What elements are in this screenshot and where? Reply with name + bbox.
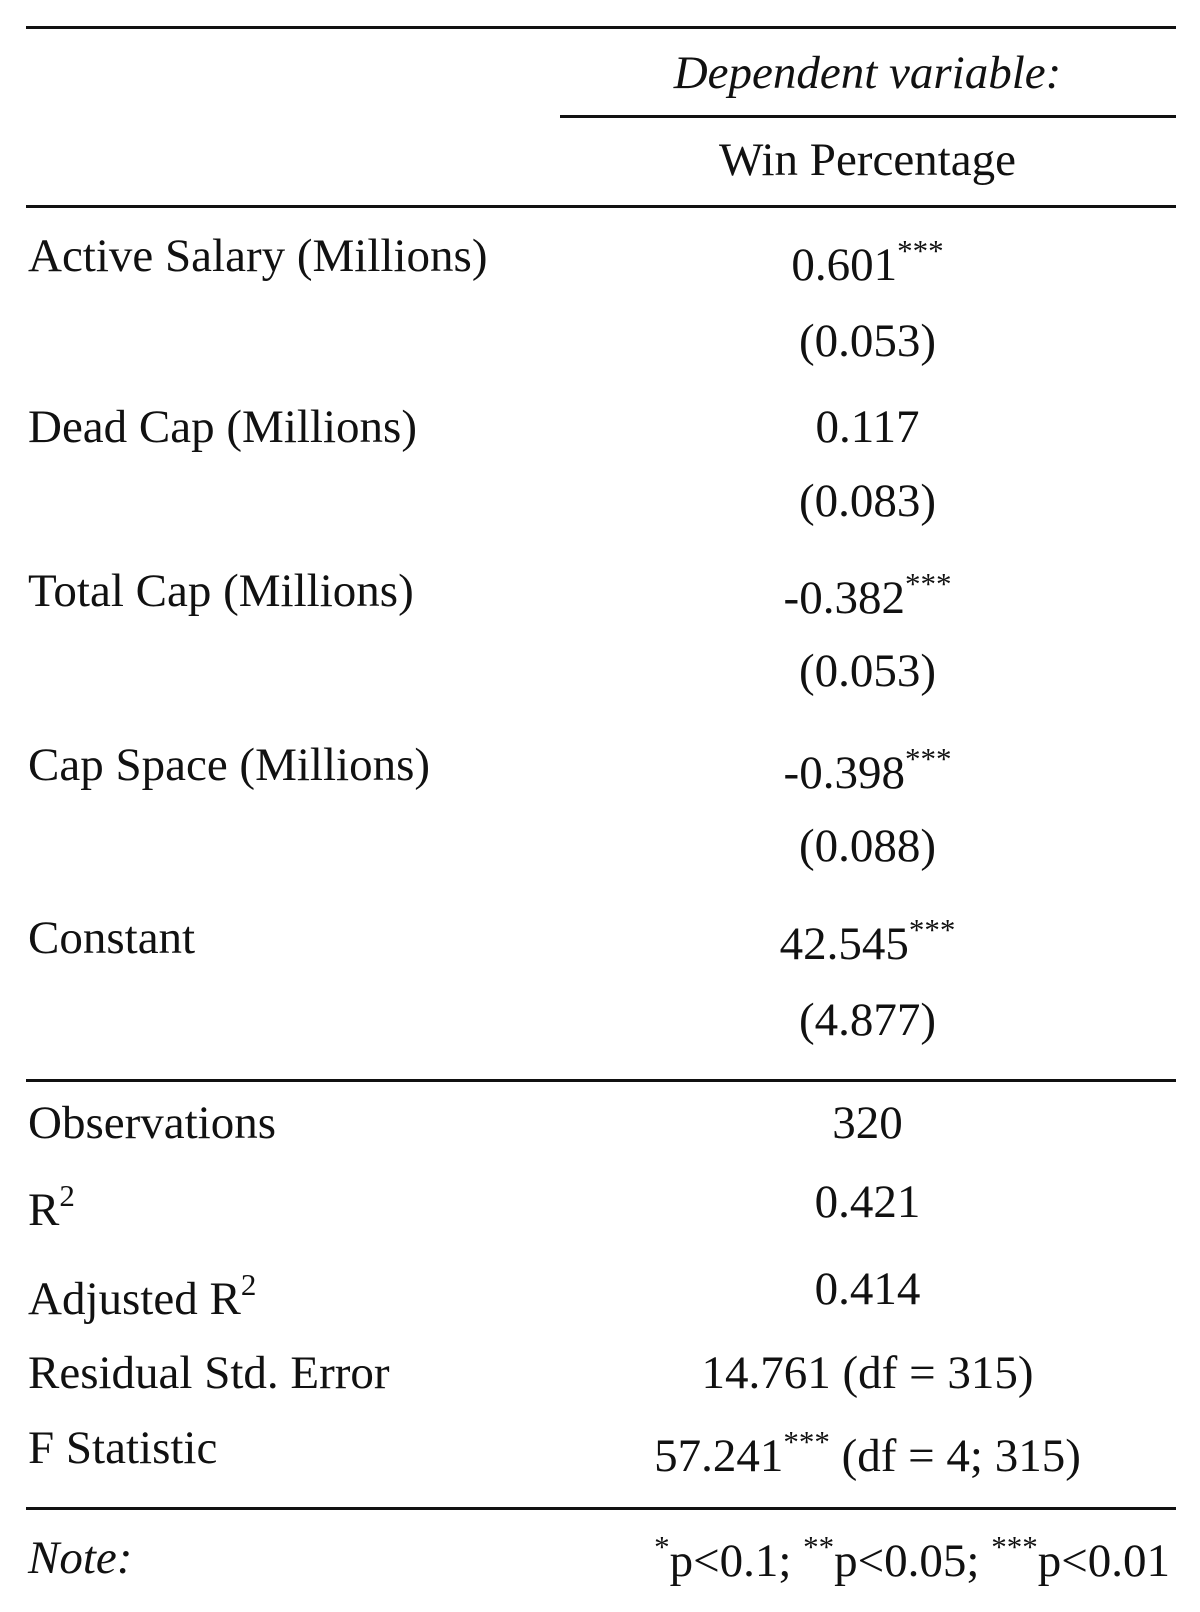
coef-estimate	[560, 233, 1175, 291]
note-star-2: **	[803, 1529, 835, 1565]
observations-label: Observations	[28, 1097, 277, 1149]
rse-value: 14.761 (df = 315)	[701, 1347, 1034, 1399]
f-stat-label: F Statistic	[28, 1422, 218, 1474]
coef-estimate	[560, 741, 1175, 799]
coef-value: -0.398	[783, 747, 905, 799]
note-text-1: p<0.1;	[669, 1535, 804, 1587]
coef-std-error: (0.053)	[798, 645, 937, 697]
coef-label: Active Salary (Millions)	[28, 230, 488, 282]
note-star-3: ***	[991, 1529, 1038, 1565]
coefficients-bottom-rule	[26, 1079, 1176, 1082]
r2-value: 0.421	[814, 1176, 921, 1228]
header-rule	[26, 205, 1176, 208]
significance-stars: ***	[897, 233, 944, 269]
note-text-2: p<0.05;	[834, 1535, 992, 1587]
coef-std-error: (0.088)	[798, 820, 937, 872]
coef-value: 42.545	[779, 918, 909, 970]
adj-r2-label-text: Adjusted R	[28, 1273, 241, 1325]
r2-label-superscript: 2	[59, 1178, 75, 1214]
significance-stars: ***	[904, 741, 952, 777]
rse-label: Residual Std. Error	[28, 1347, 390, 1399]
stats-bottom-rule	[26, 1507, 1176, 1510]
coef-std-error: (0.083)	[798, 475, 937, 527]
r2-label-text: R	[28, 1184, 60, 1236]
note-label: Note:	[28, 1532, 133, 1584]
dependent-variable-label: Dependent variable:	[673, 47, 1062, 99]
f-stat-value	[560, 1424, 1175, 1482]
r2-label	[28, 1178, 75, 1236]
coef-label: Constant	[28, 912, 196, 964]
note-text-3: p<0.01	[1037, 1535, 1170, 1587]
coef-estimate	[560, 401, 1175, 453]
dependent-variable-name: Win Percentage	[719, 134, 1016, 186]
significance-stars: ***	[904, 566, 952, 602]
coef-label: Total Cap (Millions)	[28, 565, 414, 617]
adj-r2-label	[28, 1267, 257, 1325]
f-stat-df: (df = 4; 315)	[829, 1430, 1081, 1482]
coef-value: 0.117	[815, 401, 920, 453]
coef-estimate	[560, 566, 1175, 624]
coef-value: -0.382	[783, 572, 905, 624]
f-stat-number: 57.241	[654, 1430, 784, 1482]
coef-estimate	[560, 912, 1175, 970]
top-rule	[26, 26, 1176, 29]
coef-std-error: (4.877)	[798, 994, 937, 1046]
dependent-variable-underline	[560, 115, 1176, 118]
note-significance-legend	[654, 1529, 1170, 1587]
observations-value: 320	[832, 1097, 903, 1149]
coef-label: Cap Space (Millions)	[28, 739, 431, 791]
note-star-1: *	[654, 1529, 670, 1565]
adj-r2-value: 0.414	[814, 1263, 921, 1315]
coef-value: 0.601	[791, 239, 898, 291]
coef-std-error: (0.053)	[798, 315, 937, 367]
significance-stars: ***	[908, 912, 956, 948]
significance-stars: ***	[783, 1424, 830, 1460]
adj-r2-label-superscript: 2	[240, 1267, 257, 1303]
coef-label: Dead Cap (Millions)	[28, 401, 417, 453]
